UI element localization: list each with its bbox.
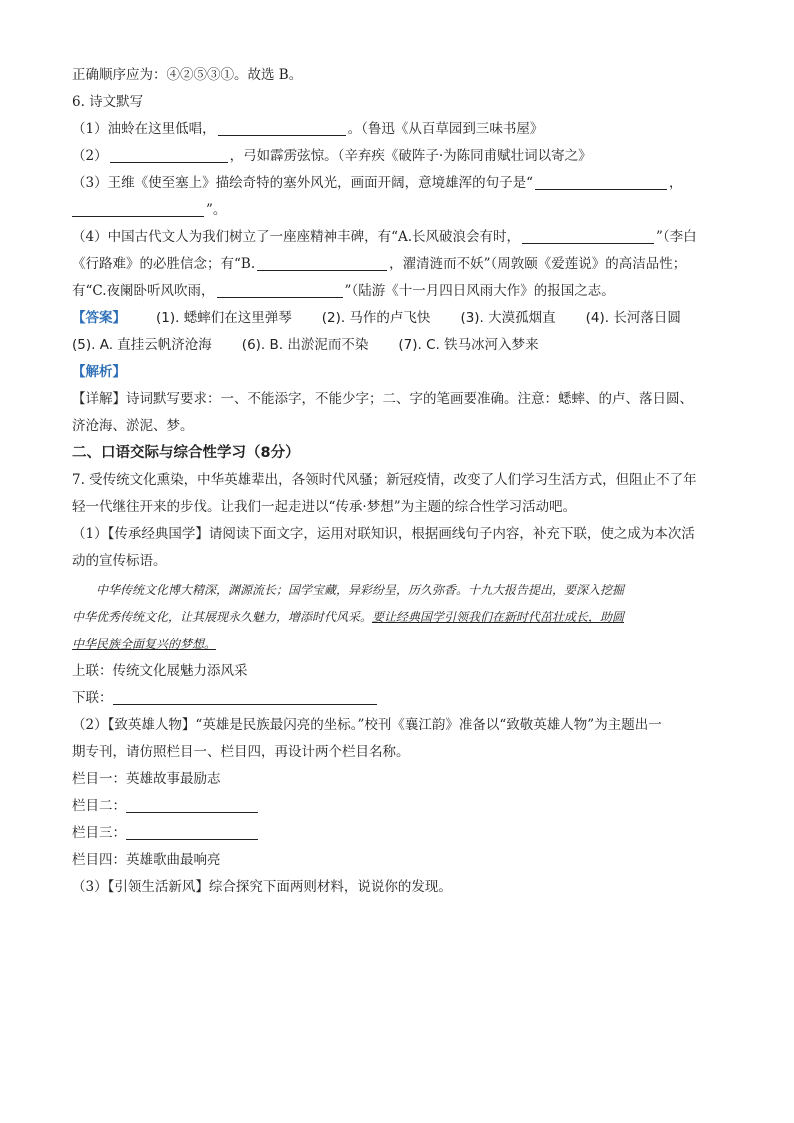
column-3	[72, 820, 724, 847]
column-3-label: 栏目三：	[72, 825, 126, 841]
answer-3: (3). 大漠孤烟直	[460, 310, 556, 326]
document-page	[72, 62, 724, 901]
q6-1-text-b: 。（鲁迅《从百草园到三味书屋》	[347, 121, 544, 137]
question-7-part1-line1: （1）【传承经典国学】请阅读下面文字，运用对联知识，根据画线句子内容，补充下联，使之成为本次活	[72, 526, 695, 542]
answer-blank	[535, 173, 667, 190]
passage-line-1: 中华传统文化博大精深，渊源流长；国学宝藏，异彩纷呈，历久弥香。十九大报告提出，要深入挖掘	[96, 583, 625, 597]
q6-3-text-a: （3）王维《使至塞上》描绘奇特的塞外风光，画面开阔，意境雄浑的句子是“	[72, 175, 533, 191]
q6-2-text-a: （2）	[72, 148, 108, 164]
q6-4-text-c: 《行路难》的必胜信念；有“B.	[72, 256, 256, 272]
answer-row-1	[72, 305, 724, 332]
answer-order-line: 正确顺序应为：④②⑤③①。故选 B。	[72, 67, 303, 83]
upper-couplet: 上联：传统文化展魅力添风采	[72, 663, 248, 679]
reading-passage	[72, 577, 724, 658]
question-6-2	[72, 143, 724, 170]
q6-3-text-c: ”。	[206, 202, 227, 218]
question-7-part2-line1: （2）【致英雄人物】“英雄是民族最闪亮的坐标。”校刊《襄江韵》准备以“致敬英雄人物”为主题出一	[72, 717, 662, 733]
lower-couplet-label: 下联：	[72, 690, 113, 706]
answer-blank	[126, 796, 258, 813]
passage-line-2	[72, 604, 724, 631]
question-6-title: 6. 诗文默写	[72, 94, 144, 110]
q6-1-text-a: （1）油蛉在这里低唱，	[72, 121, 216, 137]
passage-underlined-b: 中华民族全面复兴的梦想。	[72, 637, 217, 651]
column-2-label: 栏目二：	[72, 798, 126, 814]
analysis-heading	[72, 359, 724, 386]
answer-6: (6). B. 出淤泥而不染	[241, 337, 369, 353]
analysis-tag: 【解析】	[72, 364, 126, 380]
answer-blank	[110, 146, 228, 163]
question-6-3-cont	[72, 197, 724, 224]
q6-4-text-f: ”（陆游《十一月四日风雨大作》的报国之志。	[344, 283, 615, 299]
question-7-part3: （3）【引领生活新风】综合探究下面两则材料，说说你的发现。	[72, 879, 452, 895]
answer-blank	[72, 200, 204, 217]
answer-5: (5). A. 直挂云帆济沧海	[72, 337, 212, 353]
question-7-line2: 轻一代继往开来的步伐。让我们一起走进以“传承·梦想”为主题的综合性学习活动吧。	[72, 499, 577, 515]
q6-4-text-b: ”（李白	[656, 229, 697, 245]
passage-line-2a: 中华优秀传统文化，让其展现永久魅力，增添时代风采。	[72, 610, 373, 624]
question-6-3	[72, 170, 724, 197]
detail-line-2: 济沧海、淤泥、梦。	[72, 418, 194, 434]
answer-blank	[113, 688, 377, 705]
question-6-4-line2	[72, 251, 724, 278]
q6-2-text-b: ，弓如霹雳弦惊。（辛弃疾《破阵子·为陈同甫赋壮词以寄之》	[229, 148, 592, 164]
question-7-part2-line2: 期专刊，请仿照栏目一、栏目四，再设计两个栏目名称。	[72, 744, 410, 760]
q6-4-text-e: 有“C.夜阑卧听风吹雨，	[72, 283, 215, 299]
q6-4-text-d: ，濯清涟而不妖”（周敦颐《爱莲说》的高洁品性；	[389, 256, 687, 272]
section-2-heading: 二、口语交际与综合性学习（8分）	[72, 445, 300, 461]
answer-1: (1). 蟋蟀们在这里弹琴	[156, 310, 292, 326]
question-7-line1: 7. 受传统文化熏染，中华英雄辈出，各领时代风骚；新冠疫情，改变了人们学习生活方式，但阻止不了年	[72, 472, 697, 488]
answer-blank	[257, 254, 387, 271]
column-4: 栏目四：英雄歌曲最响亮	[72, 852, 221, 868]
q6-3-text-b: ，	[669, 175, 683, 191]
answer-tag: 【答案】	[72, 310, 126, 326]
answer-blank	[217, 281, 343, 298]
answer-4: (4). 长河落日圆	[585, 310, 681, 326]
passage-underlined-a: 要让经典国学引领我们在新时代茁壮成长，助圆	[372, 610, 625, 624]
detail-line-1: 【详解】诗词默写要求：一、不能添字，不能少字；二、字的笔画要准确。注意：蟋蟀、的卢、落日圆、	[72, 391, 693, 407]
question-7-part1-line2: 动的宣传标语。	[72, 553, 167, 569]
lower-couplet	[72, 685, 724, 712]
answer-row-2	[72, 332, 724, 359]
question-6-4-line3	[72, 278, 724, 305]
question-6-1	[72, 116, 724, 143]
question-6-4-line1	[72, 224, 724, 251]
column-1: 栏目一：英雄故事最励志	[72, 771, 221, 787]
answer-2: (2). 马作的卢飞快	[321, 310, 431, 326]
column-2	[72, 793, 724, 820]
q6-4-text-a: （4）中国古代文人为我们树立了一座座精神丰碑，有“A.长风破浪会有时，	[72, 229, 521, 245]
answer-blank	[522, 227, 654, 244]
answer-7: (7). C. 铁马冰河入梦来	[398, 337, 539, 353]
passage-line-3	[72, 631, 724, 658]
answer-blank	[218, 119, 346, 136]
answer-blank	[126, 823, 258, 840]
